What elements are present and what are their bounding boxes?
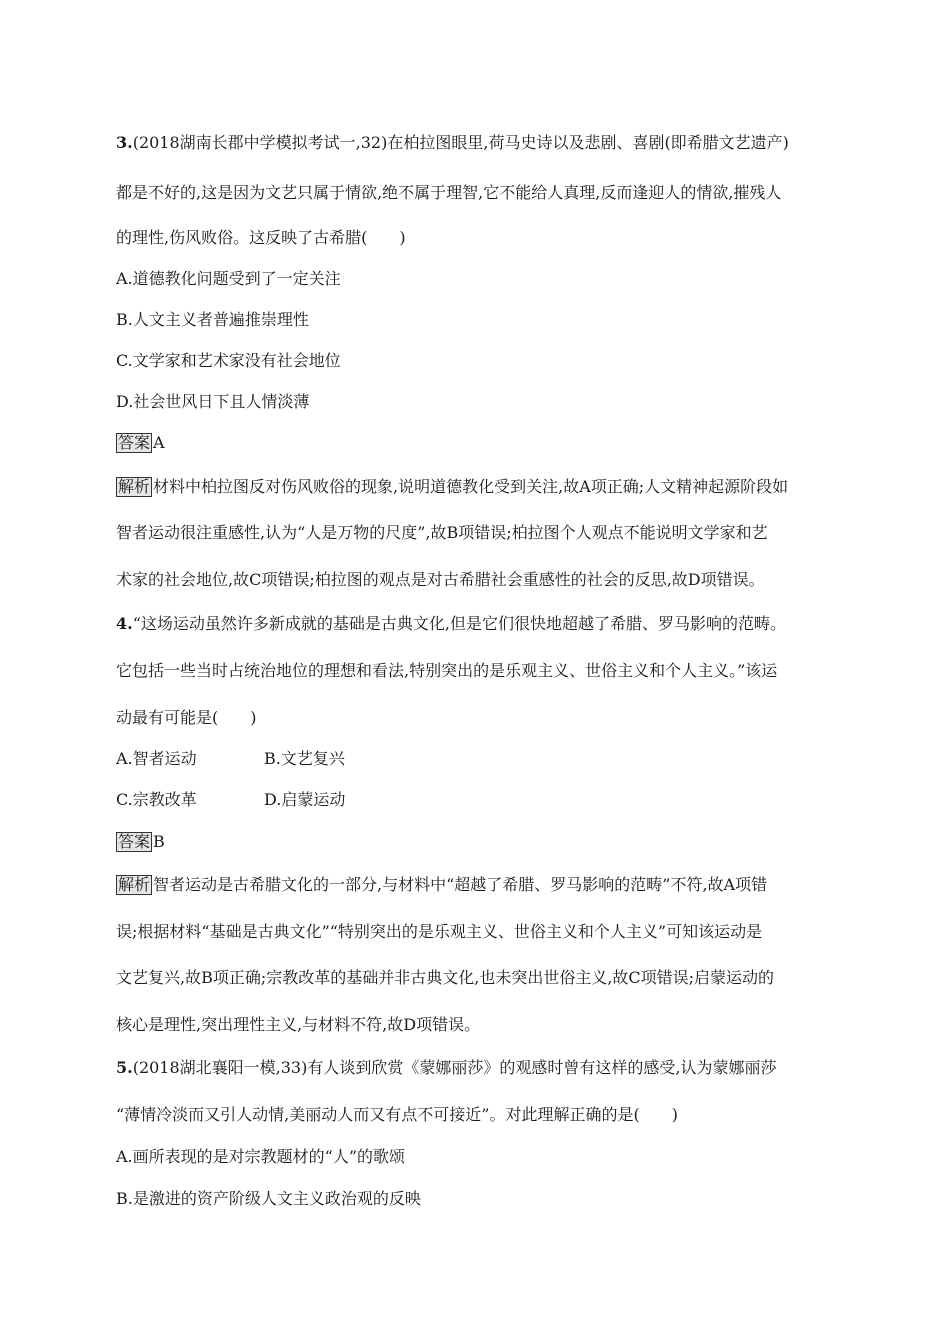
q3-analysis-line-3: 术家的社会地位,故C项错误;柏拉图的观点是对古希腊社会重感性的社会的反思,故D项错误。 — [116, 570, 765, 589]
q3-option-a: A.道德教化问题受到了一定关注 — [116, 269, 341, 288]
q5-option-b: B.是激进的资产阶级人文主义政治观的反映 — [116, 1189, 421, 1208]
q4-analysis-line-3: 文艺复兴,故B项正确;宗教改革的基础并非古典文化,也未突出世俗主义,故C项错误;启蒙运动的 — [116, 968, 775, 987]
q3-answer-tag: 答案 — [118, 433, 151, 452]
q4-analysis-line-4: 核心是理性,突出理性主义,与材料不符,故D项错误。 — [116, 1015, 481, 1034]
q5-option-a: A.画所表现的是对宗教题材的“人”的歌颂 — [116, 1147, 406, 1166]
q4-stem-line-3: 动最有可能是( ) — [116, 708, 257, 727]
q3-analysis-tag: 解析 — [118, 477, 151, 496]
q3-number: 3. — [116, 133, 133, 152]
q4-option-b: B.文艺复兴 — [264, 749, 345, 768]
q3-answer-value: A — [153, 433, 165, 452]
q5-number: 5. — [116, 1058, 133, 1077]
q5-stem-line-2: “薄情冷淡而又引人动情,美丽动人而又有点不可接近”。对此理解正确的是( ) — [116, 1105, 678, 1124]
q3-option-b: B.人文主义者普遍推崇理性 — [116, 310, 309, 329]
q3-stem-line-3: 的理性,伤风败俗。这反映了古希腊( ) — [116, 228, 406, 247]
q4-stem-line-1 — [116, 614, 840, 634]
q4-analysis-line-1 — [116, 875, 840, 895]
q4-analysis-text-1: 智者运动是古希腊文化的一部分,与材料中“超越了希腊、罗马影响的范畴”不符,故A项错 — [153, 875, 768, 894]
q3-stem-text-1: (2018湖南长郡中学模拟考试一,32)在柏拉图眼里,荷马史诗以及悲剧、喜剧(即希腊文艺遗产) — [132, 133, 789, 152]
q3-option-d: D.社会世风日下且人情淡薄 — [116, 392, 310, 411]
q4-option-d: D.启蒙运动 — [264, 790, 346, 809]
q4-stem-line-2: 它包括一些当时占统治地位的理想和看法,特别突出的是乐观主义、世俗主义和个人主义。”该运 — [116, 661, 778, 680]
q4-option-a: A.智者运动 — [116, 749, 197, 768]
q5-stem-text-1: (2018湖北襄阳一模,33)有人谈到欣赏《蒙娜丽莎》的观感时曾有这样的感受,认为蒙娜丽莎 — [132, 1058, 777, 1077]
q3-option-c: C.文学家和艺术家没有社会地位 — [116, 351, 341, 370]
q4-stem-text-1: “这场运动虽然许多新成就的基础是古典文化,但是它们很快地超越了希腊、罗马影响的范畴。 — [132, 614, 786, 633]
q5-stem-line-1 — [116, 1058, 840, 1078]
q3-analysis-text-1: 材料中柏拉图反对伤风败俗的现象,说明道德教化受到关注,故A项正确;人文精神起源阶段如 — [153, 477, 789, 496]
q4-options-row-1 — [116, 749, 840, 769]
q3-stem-line-1 — [116, 133, 840, 153]
q3-analysis-line-1 — [116, 477, 840, 497]
q4-analysis-line-2: 误;根据材料“基础是古典文化”“特别突出的是乐观主义、世俗主义和个人主义”可知该运动是 — [116, 922, 763, 941]
q3-answer-line — [116, 433, 840, 453]
q3-analysis-line-2: 智者运动很注重感性,认为“人是万物的尺度”,故B项错误;柏拉图个人观点不能说明文学家和艺 — [116, 523, 768, 542]
q4-options-row-2 — [116, 790, 840, 810]
q4-analysis-tag: 解析 — [118, 875, 151, 894]
q4-number: 4. — [116, 614, 133, 633]
q3-stem-line-2: 都是不好的,这是因为文艺只属于情欲,绝不属于理智,它不能给人真理,反而逢迎人的情欲,摧残人 — [116, 183, 782, 202]
q4-answer-line — [116, 832, 840, 852]
q4-answer-tag: 答案 — [118, 832, 151, 851]
q4-option-c: C.宗教改革 — [116, 790, 197, 809]
q4-answer-value: B — [153, 832, 165, 851]
